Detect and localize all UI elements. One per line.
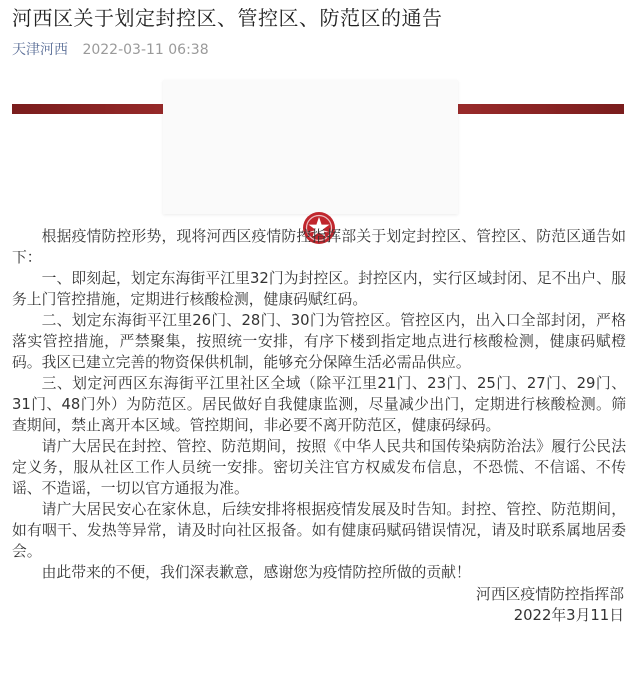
article-body [12, 226, 626, 626]
article-title: 河西区关于划定封控区、管控区、防范区的通告 [12, 6, 443, 30]
signature-organization: 河西区疫情防控指挥部 [476, 586, 624, 603]
paragraph-item-3: 三、划定河西区东海街平江里社区全域（除平江里21门、23门、25门、27门、29门、31门、48门外）为防范区。居民做好自我健康监测，尽量减少出门，定期进行核酸检测。筛查期间，禁止离开本区域。管控期间，非必要不离开防范区，健康码绿码。 [12, 375, 626, 434]
source-account-link[interactable]: 天津河西 [12, 42, 68, 58]
publish-time: 2022-03-11 06:38 [82, 42, 209, 58]
banner-card [163, 80, 458, 214]
paragraph-item-1: 一、即刻起，划定东海街平江里32门为封控区。封控区内，实行区域封闭、足不出户、服务上门管控措施，定期进行核酸检测，健康码赋红码。 [12, 270, 626, 308]
paragraph-notice-2: 请广大居民安心在家休息，后续安排将根据疫情发展及时告知。封控、管控、防范期间，如有咽干、发热等异常，请及时向社区报备。如有健康码赋码错误情况，请及时联系属地居委会。 [12, 501, 626, 560]
paragraph-item-2: 二、划定东海街平江里26门、28门、30门为管控区。管控区内，出入口全部封闭，严格落实管控措施，严禁聚集，按照统一安排，有序下楼到指定地点进行核酸检测，健康码赋橙码。我区已建立完善的物资保供机制，能够充分保障生活必需品供应。 [12, 312, 626, 371]
paragraph-notice-1: 请广大居民在封控、管控、防范期间，按照《中华人民共和国传染病防治法》履行公民法定义务，服从社区工作人员统一安排。密切关注官方权威发布信息，不恐慌、不信谣、不传谣、不造谣，一切以官方通报为准。 [12, 438, 626, 497]
article-meta [12, 40, 209, 60]
paragraph-apology: 由此带来的不便，我们深表歉意，感谢您为疫情防控所做的贡献！ [41, 564, 471, 581]
paragraph-intro: 根据疫情防控形势，现将河西区疫情防控指挥部关于划定封控区、管控区、防范区通告如下： [12, 228, 626, 266]
signature-date: 2022年3月11日 [513, 607, 624, 624]
